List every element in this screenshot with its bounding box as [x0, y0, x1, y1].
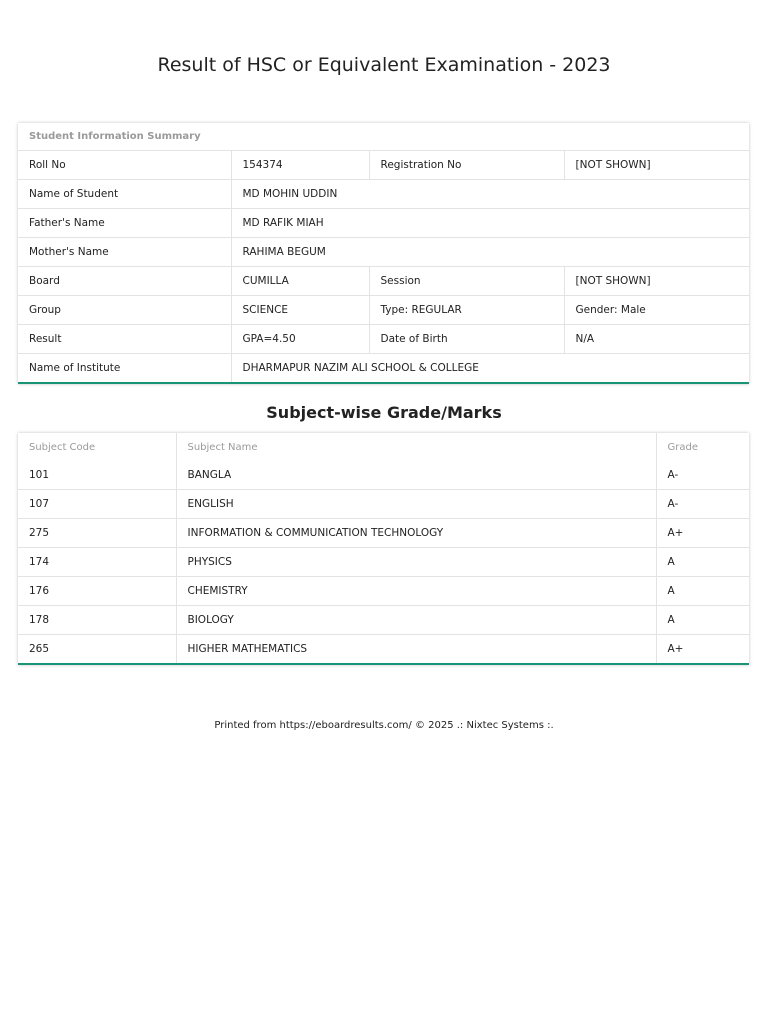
- subject-grade: A-: [656, 490, 749, 519]
- dob-label: Date of Birth: [369, 325, 564, 354]
- subject-code: 174: [18, 548, 176, 577]
- info-row-father: [18, 209, 749, 238]
- info-row-board: [18, 267, 749, 296]
- board-value: CUMILLA: [231, 267, 369, 296]
- subject-name: HIGHER MATHEMATICS: [176, 635, 656, 664]
- page-title: Result of HSC or Equivalent Examination - 2023: [157, 54, 611, 76]
- info-row-result: [18, 325, 749, 354]
- student-info-table: [18, 123, 749, 384]
- dob-value: N/A: [564, 325, 749, 354]
- subject-code: 176: [18, 577, 176, 606]
- subject-code: 101: [29, 469, 50, 481]
- subject-grade: A: [656, 606, 749, 635]
- roll-label: Roll No: [18, 151, 231, 180]
- subject-grade: A: [656, 577, 749, 606]
- father-value: MD RAFIK MIAH: [231, 209, 749, 238]
- print-footer: Printed from https://eboardresults.com/ © 2025 .: Nixtec Systems :.: [214, 720, 554, 731]
- mother-value: RAHIMA BEGUM: [231, 238, 749, 267]
- table-row: [18, 635, 749, 664]
- type-value: Type: REGULAR: [369, 296, 564, 325]
- info-row-roll: [18, 151, 749, 180]
- subject-code: 275: [18, 519, 176, 548]
- subject-code: 265: [18, 635, 176, 664]
- table-row: [18, 490, 749, 519]
- subject-name: CHEMISTRY: [176, 577, 656, 606]
- subject-grade: A+: [656, 635, 749, 664]
- subject-code: 107: [18, 490, 176, 519]
- subject-name: ENGLISH: [176, 490, 656, 519]
- result-value: GPA=4.50: [231, 325, 369, 354]
- group-label: Group: [18, 296, 231, 325]
- institute-value: DHARMAPUR NAZIM ALI SCHOOL & COLLEGE: [231, 354, 749, 383]
- col-header-subject-name: Subject Name: [176, 433, 656, 461]
- subject-name: PHYSICS: [176, 548, 656, 577]
- subject-code: 178: [18, 606, 176, 635]
- institute-label: Name of Institute: [18, 354, 231, 383]
- info-row-institute: [18, 354, 749, 383]
- subject-name: BANGLA: [176, 461, 656, 490]
- table-row: [18, 606, 749, 635]
- grades-table: [18, 433, 749, 665]
- gender-value: Gender: Male: [564, 296, 749, 325]
- grades-header-row: [18, 433, 749, 461]
- registration-label: Registration No: [369, 151, 564, 180]
- info-row-group: [18, 296, 749, 325]
- subject-name: BIOLOGY: [176, 606, 656, 635]
- subject-grade: A+: [656, 519, 749, 548]
- roll-value: 154374: [231, 151, 369, 180]
- registration-value: [NOT SHOWN]: [564, 151, 749, 180]
- table-row: [18, 519, 749, 548]
- subject-name: INFORMATION & COMMUNICATION TECHNOLOGY: [176, 519, 656, 548]
- name-label: Name of Student: [18, 180, 231, 209]
- subject-grade: A: [656, 548, 749, 577]
- col-header-subject-code: Subject Code: [29, 441, 96, 453]
- student-info-header: Student Information Summary: [29, 131, 201, 142]
- table-row: [18, 577, 749, 606]
- grades-section-title: Subject-wise Grade/Marks: [266, 403, 502, 422]
- mother-label: Mother's Name: [18, 238, 231, 267]
- table-row: [18, 461, 749, 490]
- info-row-mother: [18, 238, 749, 267]
- father-label: Father's Name: [18, 209, 231, 238]
- info-row-name: [18, 180, 749, 209]
- col-header-grade: Grade: [656, 433, 749, 461]
- group-value: SCIENCE: [231, 296, 369, 325]
- table-row: [18, 548, 749, 577]
- subject-grade: A-: [656, 461, 749, 490]
- session-label: Session: [369, 267, 564, 296]
- board-label: Board: [18, 267, 231, 296]
- session-value: [NOT SHOWN]: [564, 267, 749, 296]
- result-label: Result: [18, 325, 231, 354]
- name-value: MD MOHIN UDDIN: [231, 180, 749, 209]
